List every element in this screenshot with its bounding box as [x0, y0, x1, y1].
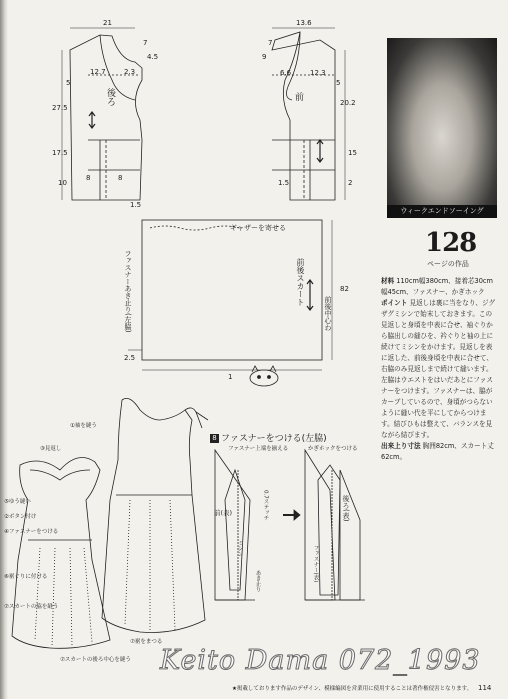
size-label: 出来上り寸法	[381, 442, 421, 450]
back-num-9: 8	[86, 174, 91, 182]
size-text: 胸囲82cm、スカート丈62cm。	[381, 442, 494, 461]
skirt-seam-num: 1	[228, 373, 233, 381]
front-num-5: 20.2	[340, 99, 356, 107]
step8-note-4: 後ろ(表)	[342, 495, 350, 522]
point-label: ポイント	[381, 299, 408, 307]
dress-note-c: ⑤ゆう縫い	[4, 499, 31, 505]
dress-note-b: ③見返し	[40, 446, 62, 452]
dress-illustration	[12, 398, 208, 648]
step8-note-7: ミシン	[236, 540, 243, 557]
zipper-stop-label: ファスナーあき止り(左脇)	[124, 250, 132, 333]
watermark: Keito Dama 072_1993	[160, 645, 481, 676]
center-fold-label: 前後中心わ	[324, 296, 332, 331]
dress-note-a: ①袖を縫う	[70, 423, 97, 429]
instruction-text	[381, 276, 497, 463]
step8-note-8: ファスナー(表)	[312, 545, 319, 583]
page-number-footer: 114	[478, 684, 492, 692]
back-bodice-label: 後ろ	[105, 88, 115, 106]
step8-note-5: 0.7ステッチ	[262, 490, 269, 521]
back-width-top: 21	[103, 19, 112, 27]
page-number-large: 128	[425, 228, 477, 258]
materials-label: 材料	[381, 277, 395, 285]
materials-text: 110cm幅380cm、接着芯30cm幅45cm、ファスナー、かぎホック	[381, 277, 493, 296]
model-photo	[387, 38, 497, 218]
copyright-note: ★掲載しております作品のデザイン、模様編図を営業用に使用することは著作権侵害となります。	[232, 686, 473, 692]
step8-note-1: ファスナー上端を揃える	[228, 446, 289, 452]
back-num-4: 2.3	[124, 68, 136, 76]
step-8-title-text: ファスナーをつける(左脇)	[221, 434, 327, 444]
skirt-width-num: 82	[340, 285, 349, 293]
back-num-10: 8	[118, 174, 123, 182]
front-num-3: 12.3	[310, 69, 326, 77]
front-num-8: 15	[348, 149, 357, 157]
dress-note-d: ②ボタン付け	[4, 514, 37, 520]
front-num-6: 5	[336, 79, 341, 87]
page-number-sub: ページの作品	[427, 260, 469, 268]
back-num-8: 10	[58, 179, 67, 187]
front-bodice-label: 前	[293, 92, 303, 101]
front-num-4: 6.6	[280, 69, 292, 77]
step8-note-2: かぎホックをつける	[308, 446, 358, 452]
photo-caption: ウィークエンドソーイング	[387, 205, 497, 218]
front-width-top: 13.6	[296, 19, 312, 27]
skirt-hem-num: 2.5	[124, 354, 136, 362]
back-num-5: 5	[66, 79, 71, 87]
back-bodice-pattern	[62, 28, 142, 200]
zipper-step-diagram	[215, 450, 365, 600]
dress-note-f: ⑥裾ぐりに付ける	[4, 574, 48, 580]
cat-doodle	[250, 366, 278, 386]
step8-note-3: 前(表)	[214, 509, 233, 517]
front-num-1: 7	[268, 39, 273, 47]
step-8-title	[210, 431, 327, 444]
point-text: 見返しは裏に当をなり、ジグザグミシンで始末しておきます。この見返しと身頃を中表に合せ、袖ぐりから脇出しの縫ひを、衿ぐりと袖の上に続けてミシンをかけます。見返しを表に返した、前後身頃を中表に合せて、右脇のみ見返しまで続けて縫います。左脇はウエストをはいだあとにファスナーをつけます。ファスナーは、脇がカーブしているので、身頃がつらないように縫い代を平にしてからつけます。結びひもは整えて、バランスを見ながら結びます。	[381, 299, 496, 439]
front-num-2: 9	[262, 53, 267, 61]
back-num-1: 7	[143, 39, 148, 47]
skirt-label: 前後スカート	[296, 258, 305, 306]
front-num-7: 1.5	[278, 179, 290, 187]
front-bodice-pattern	[272, 28, 345, 200]
back-num-7: 17.5	[52, 149, 68, 157]
back-num-6: 27.5	[52, 104, 68, 112]
step8-note-6: あき止り	[254, 570, 261, 592]
dress-note-i: ⑦裾をまつる	[130, 639, 163, 645]
gather-label: ギャザーを寄せる	[230, 224, 286, 232]
front-num-9: 2	[348, 179, 353, 187]
back-num-3: 12.7	[90, 68, 106, 76]
dress-note-e: ④ファスナーをつける	[4, 529, 59, 535]
dress-note-h: ⑦スカートの後ろ中心を縫う	[60, 657, 131, 663]
dress-note-g: ⑦スカートの脇を縫う	[4, 604, 59, 610]
step-badge: 8	[210, 434, 219, 443]
back-num-11: 1.5	[130, 201, 142, 209]
back-num-2: 4.5	[147, 53, 159, 61]
